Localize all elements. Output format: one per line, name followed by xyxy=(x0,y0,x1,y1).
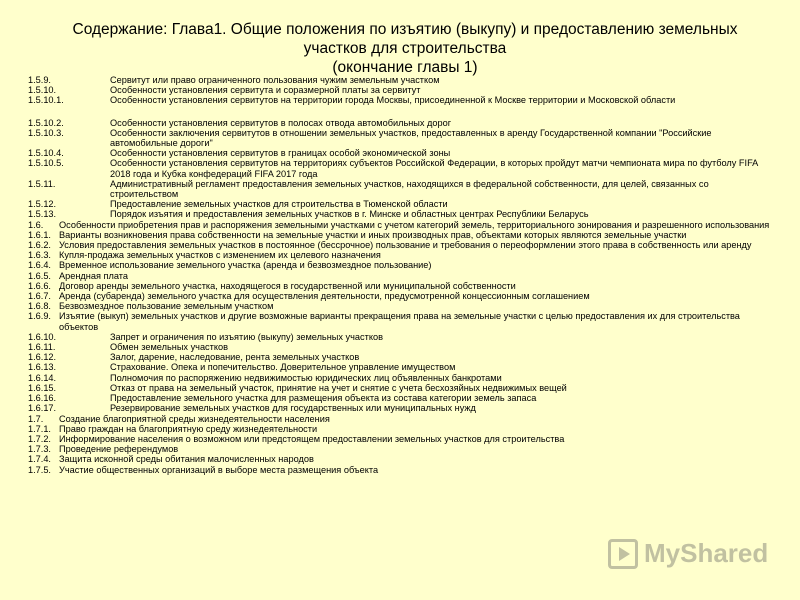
toc-item xyxy=(28,291,773,301)
toc-item-text: Временное использование земельного участка (аренда и безвозмездное пользование) xyxy=(59,260,432,271)
toc-item xyxy=(28,332,773,342)
table-of-contents xyxy=(28,75,773,475)
toc-item-text: Страхование. Опека и попечительство. Доверительное управление имуществом xyxy=(110,362,456,373)
toc-item-number: 1.7.4. xyxy=(28,454,51,465)
toc-item-number: 1.5.10. xyxy=(28,85,57,96)
toc-item-number: 1.6.17. xyxy=(28,403,57,414)
toc-item-text: Особенности установления сервитутов в границах особой экономической зоны xyxy=(110,148,451,159)
toc-item-text: Обмен земельных участков xyxy=(110,342,228,353)
toc-item-number: 1.5.10.5. xyxy=(28,158,64,169)
toc-item xyxy=(28,220,773,230)
toc-item xyxy=(28,454,773,464)
toc-item-number: 1.6.11. xyxy=(28,342,56,353)
toc-item-text: Участие общественных организаций в выборе места размещения объекта xyxy=(59,464,379,475)
toc-item-number: 1.5.10.1. xyxy=(28,95,64,106)
toc-item-number: 1.6.5. xyxy=(28,270,51,281)
toc-item-number: 1.6.13. xyxy=(28,362,57,373)
toc-item xyxy=(28,179,773,199)
toc-item xyxy=(28,209,773,219)
watermark-text: MyShared xyxy=(644,538,769,568)
toc-item-text: Арендная плата xyxy=(59,270,128,281)
toc-item xyxy=(28,158,773,178)
toc-item-text: Залог, дарение, наследование, рента земельных участков xyxy=(110,352,360,363)
toc-item xyxy=(28,148,773,158)
toc-item-number: 1.5.10.3. xyxy=(28,127,64,138)
toc-item-number: 1.5.10.4. xyxy=(28,148,64,159)
toc-item-number: 1.6.1. xyxy=(28,229,51,240)
toc-item-text: Сервитут или право ограниченного пользования чужим земельным участком xyxy=(110,75,440,85)
toc-item-text: Защита исконной среды обитания малочисленных народов xyxy=(59,454,314,465)
toc-item-text: Особенности приобретения прав и распоряжения земельными участками с учетом категорий земель, территориального зонирования и разрешенного использования xyxy=(59,219,770,230)
toc-item xyxy=(28,85,773,95)
toc-item-text: Административный регламент предоставления земельных участков, находящихся в федеральной собственности, для целей, связанных со строительством xyxy=(110,178,709,200)
toc-item xyxy=(28,465,773,475)
toc-item-text: Предоставление земельного участка для размещения объекта из состава категории земель запаса xyxy=(110,393,537,404)
toc-item-number: 1.6.4. xyxy=(28,260,51,271)
toc-item-text: Изъятие (выкуп) земельных участков и другие возможные варианты прекращения права на земельные участки с целью предоставления их для строительства объектов xyxy=(59,311,740,332)
toc-item xyxy=(28,260,773,270)
toc-item xyxy=(28,240,773,250)
toc-item-number: 1.6.8. xyxy=(28,301,51,312)
toc-item xyxy=(28,403,773,413)
toc-item-text: Отказ от права на земельный участок, принятие на учет и снятие с учета бесхозяйных недвижимых вещей xyxy=(110,382,567,393)
toc-item xyxy=(28,444,773,454)
toc-item xyxy=(28,230,773,240)
toc-item-text: Право граждан на благоприятную среду жизнедеятельности xyxy=(59,423,318,434)
toc-item-text: Резервирование земельных участков для государственных или муниципальных нужд xyxy=(110,403,476,414)
toc-item-text: Предоставление земельных участков для строительства в Тюменской области xyxy=(110,199,448,210)
toc-item-number: 1.7.1. xyxy=(28,423,51,434)
toc-item-number: 1.5.9. xyxy=(28,75,51,85)
toc-item-text: Условия предоставления земельных участков в постоянное (бессрочное) пользование и требования о переоформлении этого права в собственность или аренду xyxy=(59,240,752,251)
toc-item-text: Информирование населения о возможном или предстоящем предоставлении земельных участков для строительства xyxy=(59,433,565,444)
toc-item xyxy=(28,373,773,383)
toc-item xyxy=(28,301,773,311)
toc-item-text: Особенности заключения сервитутов в отношении земельных участков, предоставленных в аренду Государственной компании "Российские автомобильные дороги" xyxy=(110,127,712,149)
toc-item-number: 1.5.11. xyxy=(28,178,56,189)
toc-spacer xyxy=(28,106,773,118)
toc-item-number: 1.7.5. xyxy=(28,464,51,475)
toc-item-number: 1.6.3. xyxy=(28,250,51,261)
toc-item-text: Безвозмездное пользование земельным участком xyxy=(59,301,274,312)
title-line-2: участков для строительства xyxy=(303,40,507,57)
toc-item-number: 1.6.15. xyxy=(28,382,57,393)
toc-item xyxy=(28,199,773,209)
toc-item-number: 1.6.7. xyxy=(28,291,51,302)
toc-item xyxy=(28,281,773,291)
toc-item-number: 1.7.3. xyxy=(28,444,51,455)
toc-item-text: Полномочия по распоряжению недвижимостью юридических лиц объявленных банкротами xyxy=(110,372,502,383)
toc-item-number: 1.6. xyxy=(28,219,44,230)
toc-item-number: 1.6.6. xyxy=(28,280,51,291)
toc-item xyxy=(28,271,773,281)
toc-item xyxy=(28,250,773,260)
title-line-3: (окончание главы 1) xyxy=(332,59,478,76)
toc-item-text: Аренда (субаренда) земельного участка для осуществления деятельности, предусмотренной концессионным соглашением xyxy=(59,291,590,302)
myshared-watermark xyxy=(608,538,768,569)
toc-item xyxy=(28,434,773,444)
toc-item xyxy=(28,342,773,352)
toc-item-text: Договор аренды земельного участка, находящегося в государственной или муниципальной собственности xyxy=(59,280,516,291)
toc-item xyxy=(28,118,773,128)
toc-item-number: 1.7. xyxy=(28,413,44,424)
toc-item-text: Создание благоприятной среды жизнедеятельности населения xyxy=(59,413,330,424)
toc-item-number: 1.6.2. xyxy=(28,240,51,251)
toc-item-number: 1.5.13. xyxy=(28,209,57,220)
toc-item-text: Варианты возникновения права собственности на земельные участки и иных производных прав, объектами которых являются земельные участки xyxy=(59,229,687,240)
slide-title xyxy=(40,20,770,77)
toc-item xyxy=(28,95,773,105)
toc-item xyxy=(28,75,773,85)
toc-item xyxy=(28,362,773,372)
toc-item xyxy=(28,383,773,393)
toc-item xyxy=(28,352,773,362)
toc-item xyxy=(28,414,773,424)
toc-item-number: 1.6.10. xyxy=(28,331,57,342)
toc-item-number: 1.5.12. xyxy=(28,199,57,210)
toc-item-text: Запрет и ограничения по изъятию (выкупу) земельных участков xyxy=(110,331,383,342)
title-line-1: Содержание: Глава1. Общие положения по изъятию (выкупу) и предоставлению земельных xyxy=(72,21,738,38)
toc-item-text: Особенности установления сервитутов на территориях субъектов Российской Федерации, в которых пройдут матчи чемпионата мира по футболу FIFA 2018 года и Кубка конфедераций FIFA 2017 года xyxy=(110,158,758,179)
toc-item-number: 1.6.9. xyxy=(28,311,51,322)
toc-item-text: Порядок изъятия и предоставления земельных участков в г. Минске и областных центрах Республики Беларусь xyxy=(110,209,589,220)
toc-item xyxy=(28,128,773,148)
toc-item-text: Особенности установления сервитутов на территории города Москвы, присоединенной к Москве территории и Московской области xyxy=(110,95,676,106)
toc-item-number: 1.6.14. xyxy=(28,372,57,383)
toc-item xyxy=(28,311,773,331)
toc-item-number: 1.6.12. xyxy=(28,352,57,363)
toc-item-number: 1.5.10.2. xyxy=(28,117,64,128)
toc-item-number: 1.6.16. xyxy=(28,393,57,404)
toc-item xyxy=(28,424,773,434)
play-icon xyxy=(608,539,638,569)
toc-item-text: Купля-продажа земельных участков с изменением их целевого назначения xyxy=(59,250,381,261)
toc-item xyxy=(28,393,773,403)
toc-item-text: Особенности установления сервитута и соразмерной платы за сервитут xyxy=(110,85,421,96)
toc-item-number: 1.7.2. xyxy=(28,433,51,444)
toc-item-text: Особенности установления сервитутов в полосах отвода автомобильных дорог xyxy=(110,117,452,128)
toc-item-text: Проведение референдумов xyxy=(59,444,179,455)
